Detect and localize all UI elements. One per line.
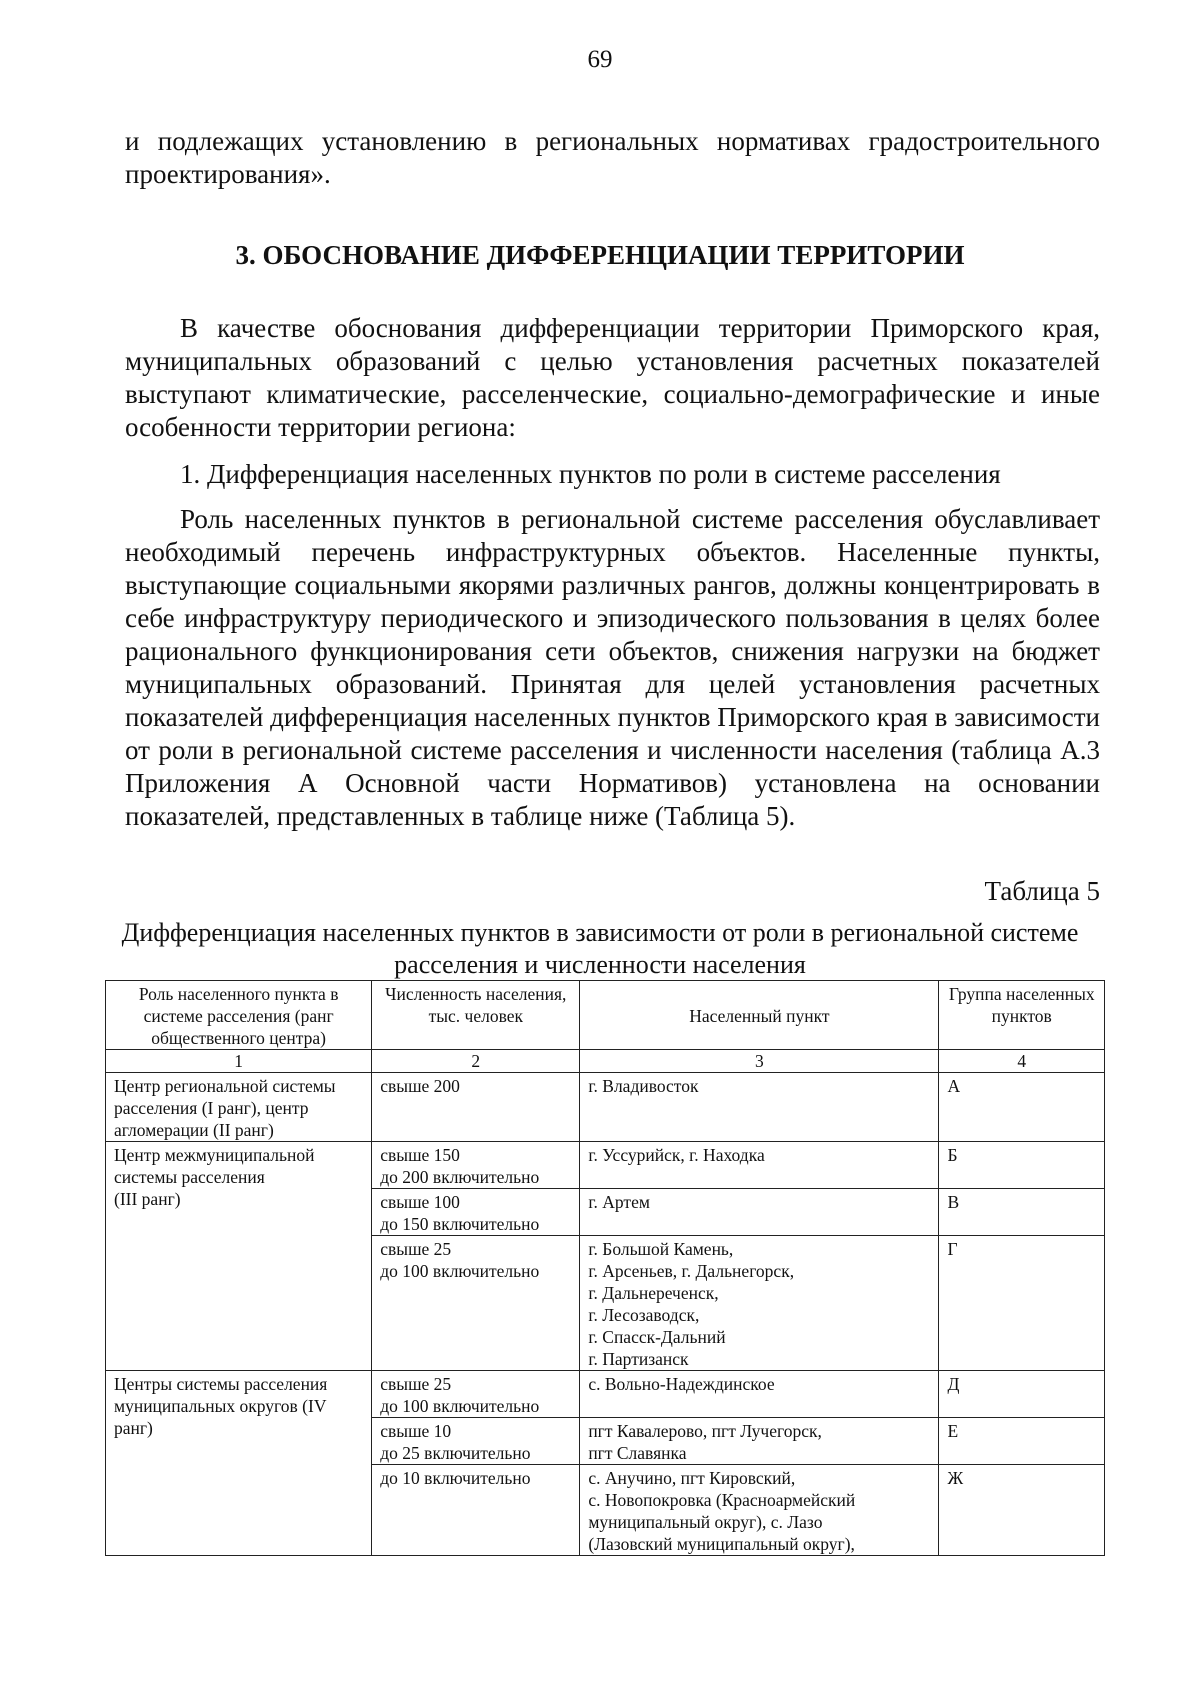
column-number: 1 bbox=[106, 1050, 372, 1073]
population-cell: свыше 25 до 100 включительно bbox=[372, 1236, 580, 1371]
header-role: Роль населенного пункта в системе расселения (ранг общественного центра) bbox=[106, 981, 372, 1050]
paragraph-1: В качестве обоснования дифференциации территории Приморского края, муниципальных образований с целью установления расчетных показателей выступают климатические, расселенческие, социально-демографические и иные особенности территории региона: bbox=[125, 313, 1100, 442]
header-group: Группа населенных пунктов bbox=[939, 981, 1105, 1050]
settlement-cell: пгт Кавалерово, пгт Лучегорск, пгт Славянка bbox=[580, 1418, 939, 1465]
settlement-cell: с. Вольно-Надеждинское bbox=[580, 1371, 939, 1418]
settlement-cell: г. Артем bbox=[580, 1189, 939, 1236]
table-row bbox=[106, 1371, 1105, 1418]
role-cell: Центр межмуниципальной системы расселения (III ранг) bbox=[106, 1142, 372, 1371]
settlement-cell: г. Владивосток bbox=[580, 1073, 939, 1142]
header-settlement: Населенный пункт bbox=[580, 981, 939, 1050]
group-cell: Б bbox=[939, 1142, 1105, 1189]
intro-paragraph bbox=[125, 125, 1100, 191]
settlement-cell: г. Уссурийск, г. Находка bbox=[580, 1142, 939, 1189]
population-cell: свыше 150 до 200 включительно bbox=[372, 1142, 580, 1189]
population-cell: свыше 10 до 25 включительно bbox=[372, 1418, 580, 1465]
group-cell: Е bbox=[939, 1418, 1105, 1465]
population-cell: до 10 включительно bbox=[372, 1465, 580, 1556]
table-number-label: Таблица 5 bbox=[984, 876, 1100, 906]
table-title: Дифференциация населенных пунктов в зависимости от роли в региональной системе расселения и численности населения bbox=[121, 918, 1079, 979]
column-number: 2 bbox=[372, 1050, 580, 1073]
intro-text: и подлежащих установлению в региональных нормативах градостроительного проектирования». bbox=[125, 126, 1100, 189]
table-row bbox=[106, 1073, 1105, 1142]
column-number: 3 bbox=[580, 1050, 939, 1073]
group-cell: Д bbox=[939, 1371, 1105, 1418]
table-header-row bbox=[106, 981, 1105, 1050]
settlements-table bbox=[105, 980, 1105, 1556]
section-heading: 3. ОБОСНОВАНИЕ ДИФФЕРЕНЦИАЦИИ ТЕРРИТОРИИ bbox=[235, 240, 965, 270]
column-numbers-row bbox=[106, 1050, 1105, 1073]
settlement-cell: г. Большой Камень, г. Арсеньев, г. Дальнегорск, г. Дальнереченск, г. Лесозаводск, г. Спасск-Дальний г. Партизанск bbox=[580, 1236, 939, 1371]
role-cell: Центры системы расселения муниципальных округов (IV ранг) bbox=[106, 1371, 372, 1556]
paragraph-2-block bbox=[125, 503, 1100, 833]
header-population: Численность населения, тыс. человек bbox=[372, 981, 580, 1050]
subheading-block bbox=[125, 458, 1100, 491]
subheading-1: 1. Дифференциация населенных пунктов по роли в системе расселения bbox=[180, 459, 1001, 489]
column-number: 4 bbox=[939, 1050, 1105, 1073]
settlement-cell: с. Анучино, пгт Кировский, с. Новопокровка (Красноармейский муниципальный округ), с. Лазо (Лазовский муниципальный округ), bbox=[580, 1465, 939, 1556]
group-cell: А bbox=[939, 1073, 1105, 1142]
page-number: 69 bbox=[587, 46, 613, 73]
population-cell: свыше 25 до 100 включительно bbox=[372, 1371, 580, 1418]
group-cell: В bbox=[939, 1189, 1105, 1236]
table-row bbox=[106, 1142, 1105, 1189]
group-cell: Ж bbox=[939, 1465, 1105, 1556]
paragraph-2: Роль населенных пунктов в региональной системе расселения обуславливает необходимый перечень инфраструктурных объектов. Населенные пункты, выступающие социальными якорями различных рангов, должны концентрировать в себе инфраструктуру периодического и эпизодического пользования в целях более рационального функционирования сети объектов, снижения нагрузки на бюджет муниципальных образований. Принятая для целей установления расчетных показателей дифференциация населенных пунктов Приморского края в зависимости от роли в региональной системе расселения и численности населения (таблица А.3 Приложения А Основной части Нормативов) установлена на основании показателей, представленных в таблице ниже (Таблица 5). bbox=[125, 504, 1100, 831]
population-cell: свыше 100 до 150 включительно bbox=[372, 1189, 580, 1236]
role-cell: Центр региональной системы расселения (I ранг), центр агломерации (II ранг) bbox=[106, 1073, 372, 1142]
population-cell: свыше 200 bbox=[372, 1073, 580, 1142]
group-cell: Г bbox=[939, 1236, 1105, 1371]
paragraph-1-block bbox=[125, 312, 1100, 444]
